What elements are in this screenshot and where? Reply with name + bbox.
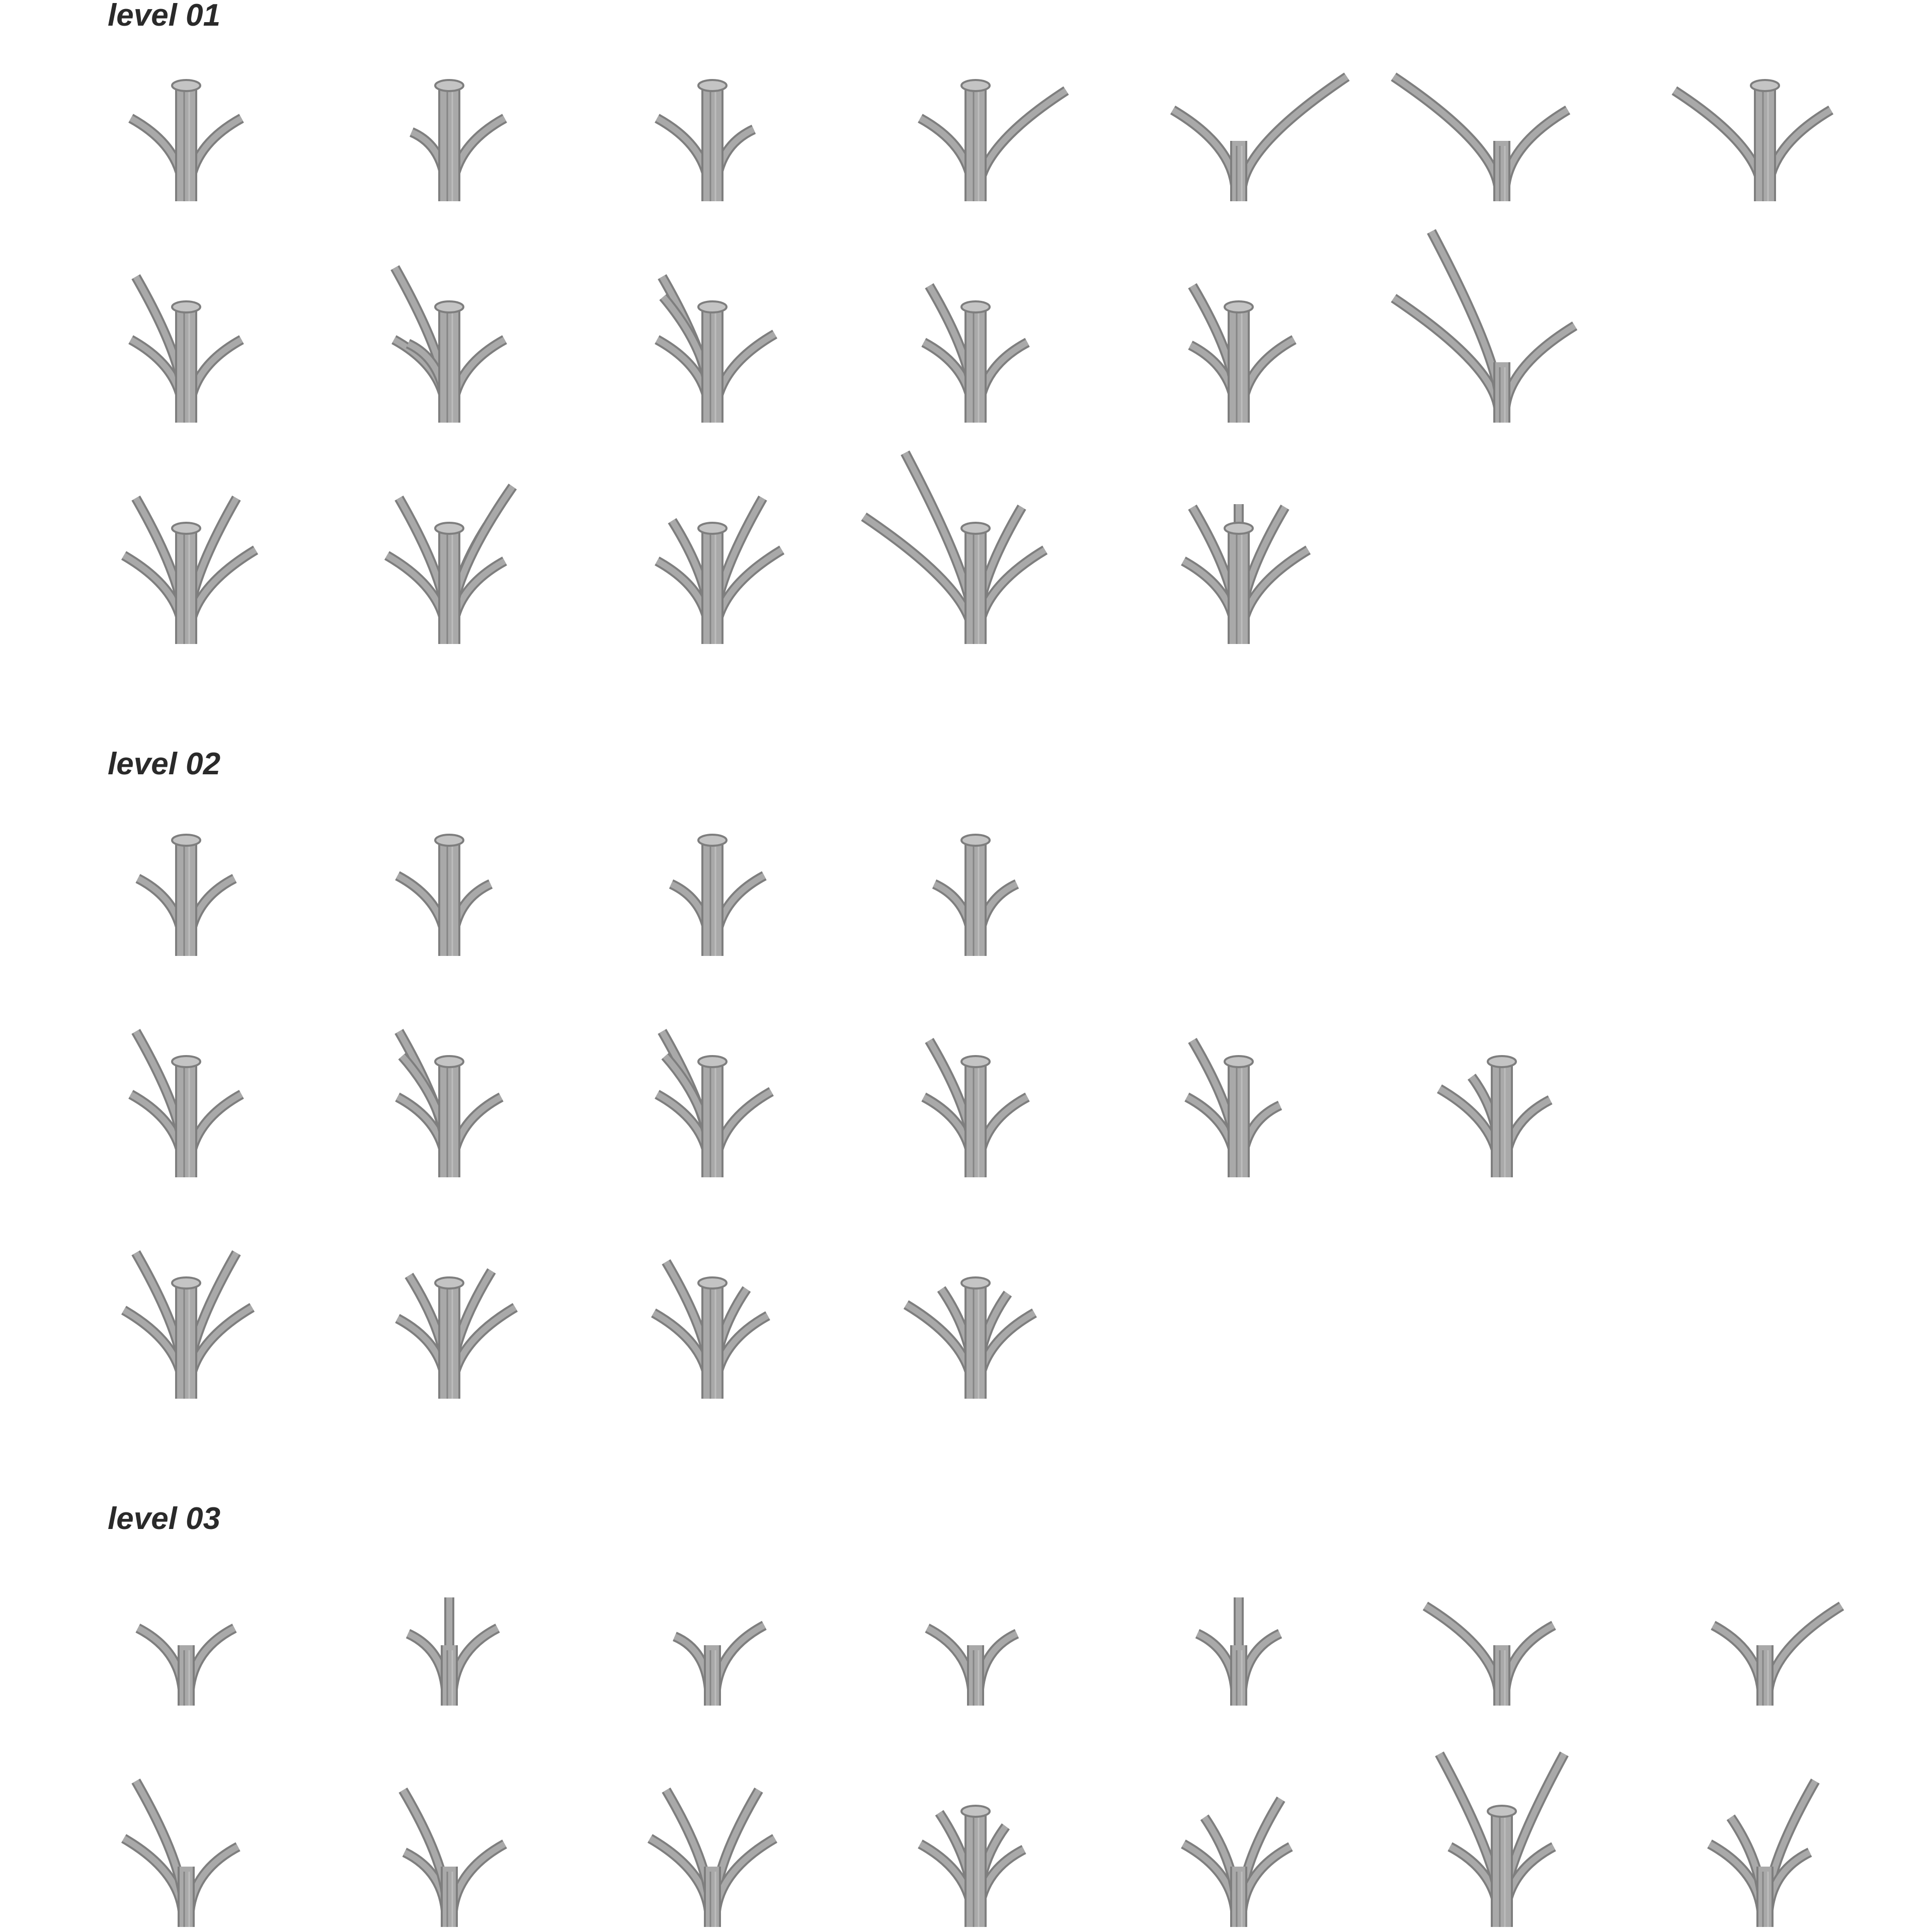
tree-glyph [131, 80, 242, 201]
trunk-cap [698, 301, 727, 312]
tree-glyph [1187, 1040, 1280, 1177]
tree-glyph [1394, 77, 1568, 202]
tree-glyph [924, 286, 1027, 423]
trunk-cap [1751, 80, 1779, 91]
section-label-level-01: level 01 [108, 0, 221, 33]
tree-glyph [1183, 504, 1308, 644]
tree-glyph [387, 487, 513, 644]
tree-glyph [924, 1040, 1027, 1177]
trunk-cap [435, 1056, 463, 1067]
tree-glyph [927, 1628, 1017, 1706]
tree-branch [1394, 298, 1499, 413]
tree-glyph [394, 268, 505, 423]
tree-glyph [131, 277, 242, 423]
trunk-cap [961, 523, 990, 534]
trunk-cap [172, 301, 200, 312]
tree-glyph [934, 835, 1017, 956]
tree-glyph [657, 277, 775, 423]
tree-branch [1394, 77, 1499, 192]
tree-glyph [1183, 1799, 1291, 1927]
tree-branch [1173, 110, 1236, 192]
tree-glyph [1713, 1606, 1841, 1706]
tree-glyph [657, 80, 754, 201]
trunk-cap [1225, 1056, 1253, 1067]
trunk-cap [698, 1056, 727, 1067]
trunk-cap [698, 80, 727, 91]
tree-glyph [920, 1806, 1024, 1927]
tree-branch [979, 91, 1066, 191]
trunk-cap [435, 301, 463, 312]
tree-glyph [124, 498, 256, 644]
tree-glyph [397, 1031, 501, 1177]
trunk-cap [1488, 1806, 1516, 1817]
trunk-cap [172, 835, 200, 846]
tree-branch [1674, 91, 1762, 191]
tree-glyph [657, 1031, 771, 1177]
trunk-cap [172, 1056, 200, 1067]
tree-glyph [864, 453, 1045, 644]
tree-glyph [1394, 231, 1575, 423]
section-label-level-02: level 02 [108, 747, 221, 781]
tree-glyph [124, 1781, 238, 1927]
tree-glyph [138, 1628, 234, 1706]
tree-branch [715, 1092, 771, 1168]
trunk-cap [961, 80, 990, 91]
trunk-cap [961, 1056, 990, 1067]
trunk-cap [435, 523, 463, 534]
trunk-cap [698, 523, 727, 534]
tree-glyph [412, 80, 505, 201]
tree-glyph [1425, 1606, 1554, 1706]
tree-glyph [654, 1262, 768, 1399]
trunk-cap [1225, 301, 1253, 312]
tree-glyph [1190, 286, 1294, 423]
trunk-cap [435, 80, 463, 91]
trunk-cap [961, 1277, 990, 1289]
tree-glyph [650, 1790, 775, 1927]
tree-glyph [1197, 1597, 1280, 1706]
section-label-level-03: level 03 [108, 1501, 221, 1536]
tree-glyph [138, 835, 234, 956]
tree-glyph [1710, 1781, 1815, 1927]
tree-branch [1768, 110, 1831, 192]
tree-glyph [124, 1253, 252, 1399]
tree-branch [1768, 1606, 1841, 1696]
tree-glyph [408, 1597, 498, 1706]
trunk-cap [435, 835, 463, 846]
tree-glyph [397, 1271, 515, 1399]
tree-glyph [1439, 1056, 1550, 1177]
trunk-cap [961, 301, 990, 312]
tree-branch [1242, 77, 1347, 192]
tree-glyph [403, 1790, 505, 1927]
trunk-cap [172, 1277, 200, 1289]
tree-glyph [657, 498, 782, 644]
tree-glyph [1173, 77, 1347, 202]
tree-glyph [397, 835, 491, 956]
tree-glyph [1674, 80, 1831, 201]
tree-branch [715, 334, 775, 413]
trunk-cap [961, 1806, 990, 1817]
tree-branch [1425, 1606, 1499, 1696]
tree-branch [864, 517, 973, 634]
tree-glyph [906, 1277, 1034, 1399]
tree-branch [1505, 326, 1575, 413]
trunk-cap [435, 1277, 463, 1289]
trunk-cap [172, 523, 200, 534]
trunk-cap [961, 835, 990, 846]
tree-glyph [1439, 1754, 1564, 1927]
tree-branch [1505, 110, 1568, 192]
tree-glyph [920, 80, 1066, 201]
trunk-cap [698, 835, 727, 846]
tree-glyph [131, 1031, 242, 1177]
trunk-cap [1488, 1056, 1516, 1067]
trunk-cap [698, 1277, 727, 1289]
tree-glyph [675, 1626, 764, 1706]
tree-glyph [671, 835, 764, 956]
trunk-cap [172, 80, 200, 91]
trunk-cap [1225, 523, 1253, 534]
